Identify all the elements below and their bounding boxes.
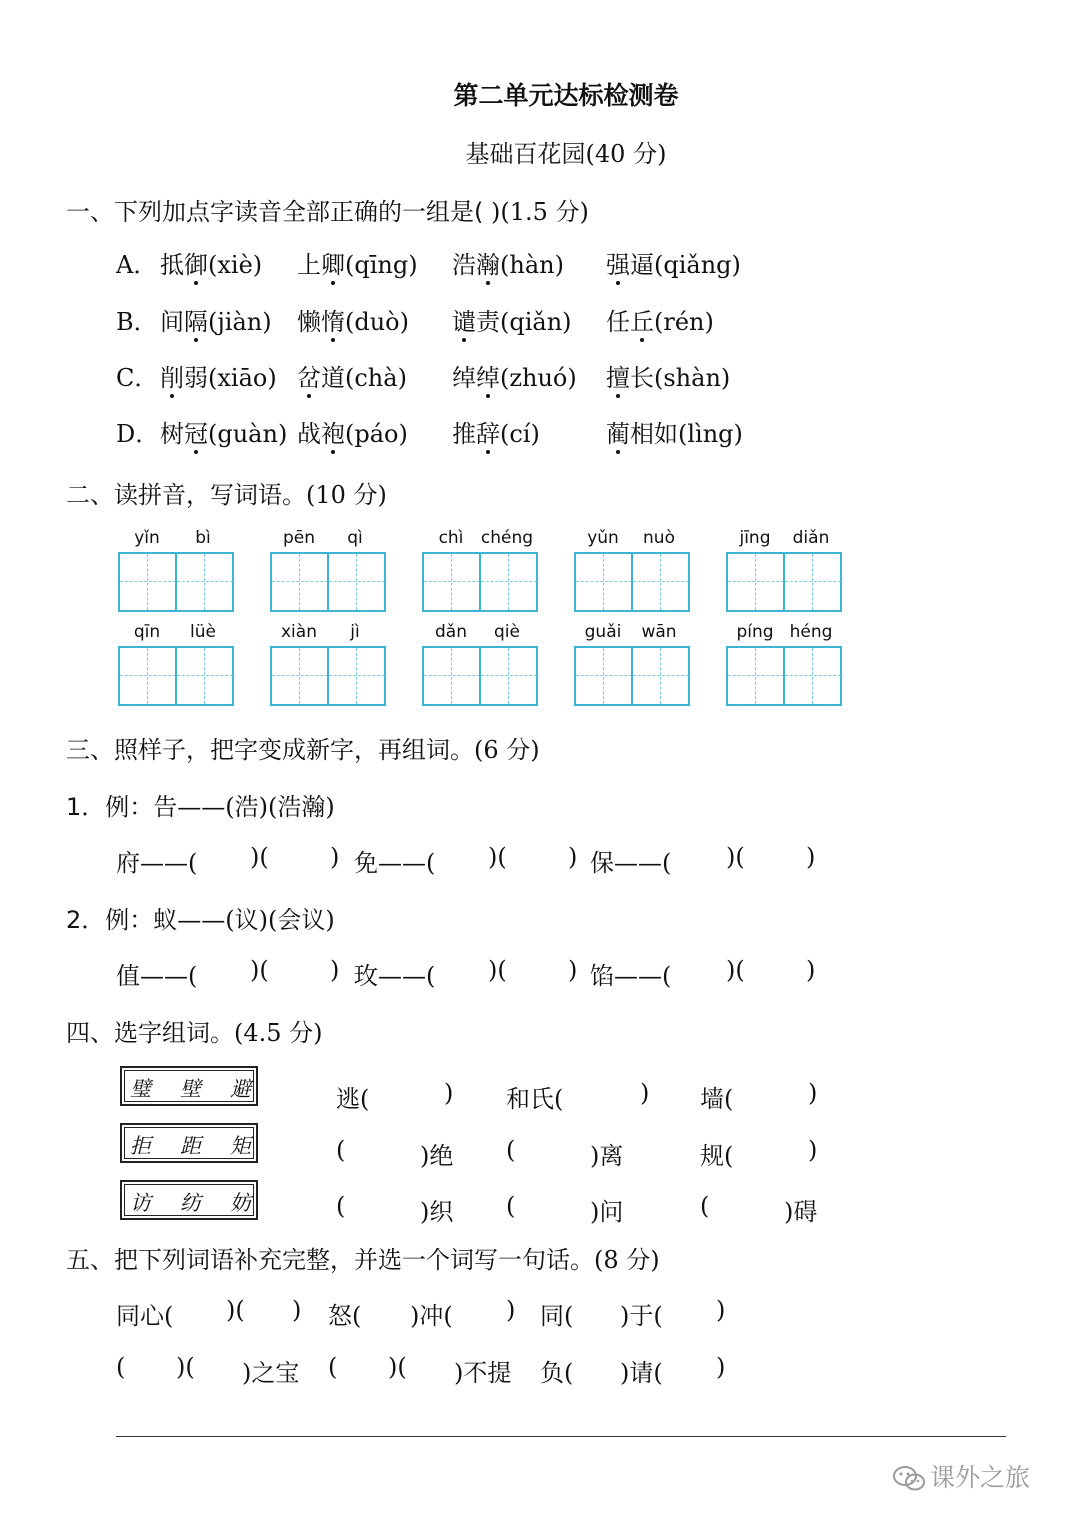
word-rest: 相如(lìng) <box>630 420 743 448</box>
question-text: 下列加点字读音全部正确的一组是( <box>114 198 484 226</box>
option-word <box>160 302 272 337</box>
fill-segment: ) <box>330 956 340 984</box>
grid-cell[interactable] <box>120 554 175 610</box>
word-prefix: 间 <box>160 308 184 336</box>
writing-grid[interactable] <box>270 552 386 612</box>
dotted-character: 冠 <box>184 414 208 449</box>
fill-segment: ( <box>506 1192 516 1220</box>
dotted-character: 瀚 <box>476 245 500 280</box>
writing-grid[interactable] <box>118 646 234 706</box>
dotted-character: 惰 <box>321 302 345 337</box>
word-rest: 长(shàn) <box>630 364 731 392</box>
example-label: 2．例： <box>66 906 154 934</box>
question-text: 照样子，把字变成新字，再组词。 <box>114 736 474 764</box>
fill-segment: ) <box>716 1296 726 1324</box>
grid-cell[interactable] <box>272 648 327 704</box>
word-rest: (hàn) <box>500 251 564 279</box>
option-word <box>606 302 714 337</box>
question-2-heading <box>66 475 387 510</box>
option-word <box>606 358 730 393</box>
dotted-character: 岔 <box>297 358 321 393</box>
fill-segment: )织 <box>420 1198 454 1226</box>
option-word <box>606 414 743 449</box>
fill-segment: ) <box>716 1353 726 1381</box>
grid-cell[interactable] <box>175 554 232 610</box>
fill-segment: )请( <box>620 1359 663 1387</box>
pinyin-syllable: jì <box>350 622 360 642</box>
box-character: 拒 <box>130 1134 151 1158</box>
pinyin-syllable: jīng <box>739 528 771 548</box>
pinyin-syllable: bì <box>195 528 211 548</box>
fill-segment: )( <box>226 1296 245 1324</box>
box-character: 避 <box>230 1077 251 1101</box>
pinyin-syllable: pēn <box>282 528 316 548</box>
box-character: 壁 <box>180 1077 201 1101</box>
question-number: 四、 <box>66 1019 114 1047</box>
grid-cell[interactable] <box>120 648 175 704</box>
word-prefix: 懒 <box>297 308 321 336</box>
dotted-character: 御 <box>184 245 208 280</box>
question-4-heading <box>66 1013 323 1048</box>
dotted-character: 袍 <box>321 414 345 449</box>
option-word <box>452 358 577 393</box>
pinyin-syllable: xiàn <box>281 622 317 642</box>
word-prefix: 树 <box>160 420 184 448</box>
grid-cell[interactable] <box>327 554 384 610</box>
fill-segment: ( <box>336 1136 346 1164</box>
watermark-text: 课外之旅 <box>930 1463 1031 1492</box>
word-rest: (jiàn) <box>208 308 272 336</box>
fill-segment: )( <box>726 843 745 871</box>
fill-segment: 同( <box>540 1302 574 1330</box>
pinyin-syllable: yǐn <box>134 528 160 548</box>
word-rest: 逼(qiǎng) <box>630 251 741 279</box>
word-rest: (páo) <box>345 420 408 448</box>
question-number: 一、 <box>66 198 114 226</box>
character-box <box>120 1123 258 1163</box>
writing-grid[interactable] <box>270 646 386 706</box>
word-rest: (cí) <box>500 420 540 448</box>
section-subtitle: 基础百花园(40 分) <box>465 140 667 168</box>
fill-segment: ) <box>444 1079 454 1107</box>
word-prefix: 绰 <box>452 364 476 392</box>
dotted-character: 蔺 <box>606 414 630 449</box>
fill-segment: 逃( <box>336 1085 370 1113</box>
option-word <box>297 414 408 449</box>
fill-segment: ) <box>568 843 578 871</box>
dotted-character: 强 <box>606 245 630 280</box>
pinyin-syllable: qīn <box>133 622 161 642</box>
grid-cell[interactable] <box>783 648 840 704</box>
fill-segment: ) <box>806 956 816 984</box>
wechat-icon <box>892 1465 926 1493</box>
box-character: 距 <box>180 1134 201 1158</box>
grid-cell[interactable] <box>479 554 536 610</box>
option-label: B． <box>116 308 158 336</box>
fill-segment: )绝 <box>420 1142 454 1170</box>
fill-segment: ) <box>292 1296 302 1324</box>
pinyin-syllable: dǎn <box>435 622 467 642</box>
word-rest: (guàn) <box>208 420 288 448</box>
option-word <box>606 245 741 280</box>
box-character: 璧 <box>130 1077 151 1101</box>
fill-segment: )离 <box>590 1142 624 1170</box>
pinyin-syllable: yǔn <box>587 528 619 548</box>
example-label: 1．例： <box>66 793 154 821</box>
example-text: 告——(浩)(浩瀚) <box>153 793 335 821</box>
option-label: A． <box>116 251 158 279</box>
option-label: C． <box>116 364 159 392</box>
fill-segment: )( <box>250 956 269 984</box>
writing-grid[interactable] <box>726 646 842 706</box>
dotted-character: 谴 <box>452 302 476 337</box>
option-word <box>452 245 564 280</box>
grid-cell[interactable] <box>631 554 688 610</box>
bottom-divider <box>116 1436 1006 1437</box>
word-rest: (zhuó) <box>500 364 577 392</box>
word-rest: 弱(xiāo) <box>184 364 277 392</box>
fill-segment: 和氏( <box>506 1085 564 1113</box>
option-word <box>297 358 407 393</box>
question-score: (6 分) <box>474 736 540 764</box>
word-rest: (xiè) <box>208 251 263 279</box>
fill-segment: ) <box>640 1079 650 1107</box>
character-box <box>120 1180 258 1220</box>
answer-paren: )(1.5 分) <box>483 198 589 226</box>
grid-cell[interactable] <box>631 648 688 704</box>
pinyin-syllable: chéng <box>480 528 534 548</box>
character-box <box>120 1066 258 1106</box>
fill-segment: )不提 <box>454 1359 512 1387</box>
word-rest: 道(chà) <box>321 364 407 392</box>
word-prefix: 推 <box>452 420 476 448</box>
option-word <box>160 245 262 280</box>
fill-segment: ) <box>506 1296 516 1324</box>
dotted-character: 擅 <box>606 358 630 393</box>
word-rest: (duò) <box>345 308 409 336</box>
fill-segment: ( <box>700 1192 710 1220</box>
grid-cell[interactable] <box>783 554 840 610</box>
fill-segment: 免——( <box>354 849 436 877</box>
grid-cell[interactable] <box>272 554 327 610</box>
box-character: 纺 <box>180 1191 201 1215</box>
box-character: 妨 <box>230 1191 251 1215</box>
option-word <box>297 302 409 337</box>
fill-segment: 规( <box>700 1142 734 1170</box>
grid-cell[interactable] <box>175 648 232 704</box>
fill-segment: 玫——( <box>354 962 436 990</box>
page-title: 第二单元达标检测卷 <box>453 81 679 110</box>
question-number: 二、 <box>66 481 114 509</box>
fill-segment: )( <box>488 843 507 871</box>
example-1 <box>66 787 335 822</box>
fill-segment: )冲( <box>410 1302 453 1330</box>
pinyin-syllable: qì <box>347 528 363 548</box>
option-word <box>452 302 572 337</box>
question-3-heading <box>66 730 540 765</box>
fill-segment: 墙( <box>700 1085 734 1113</box>
grid-cell[interactable] <box>424 648 479 704</box>
fill-segment: )( <box>488 956 507 984</box>
option-word <box>160 358 277 393</box>
fill-segment: ( <box>336 1192 346 1220</box>
fill-segment: 保——( <box>590 849 672 877</box>
fill-segment: )( <box>726 956 745 984</box>
writing-grid[interactable] <box>726 552 842 612</box>
fill-segment: 同心( <box>116 1302 174 1330</box>
grid-cell[interactable] <box>327 648 384 704</box>
word-rest: (qīng) <box>345 251 418 279</box>
pinyin-syllable: héng <box>789 622 833 642</box>
dotted-character: 削 <box>160 358 184 393</box>
question-text: 读拼音，写词语。 <box>114 481 306 509</box>
grid-cell[interactable] <box>576 554 631 610</box>
fill-segment: ) <box>808 1079 818 1107</box>
word-prefix: 上 <box>297 251 321 279</box>
fill-segment: )( <box>250 843 269 871</box>
option-label: D． <box>116 420 160 448</box>
fill-segment: ) <box>806 843 816 871</box>
fill-segment: ) <box>330 843 340 871</box>
pinyin-syllable: diǎn <box>792 528 830 548</box>
pinyin-syllable: guǎi <box>584 622 622 642</box>
dotted-character: 隔 <box>184 302 208 337</box>
fill-segment: )( <box>176 1353 195 1381</box>
word-prefix: 任 <box>606 308 630 336</box>
question-text: 把下列词语补充完整，并选一个词写一句话。 <box>114 1246 594 1274</box>
box-character: 访 <box>130 1191 151 1215</box>
question-score: (10 分) <box>306 481 387 509</box>
writing-grid[interactable] <box>422 552 538 612</box>
fill-segment: )问 <box>590 1198 624 1226</box>
option-word <box>297 245 418 280</box>
pinyin-syllable: wān <box>641 622 677 642</box>
word-rest: (rén) <box>654 308 714 336</box>
grid-cell[interactable] <box>576 648 631 704</box>
question-1-heading <box>66 192 589 227</box>
question-number: 五、 <box>66 1246 114 1274</box>
question-score: (4.5 分) <box>234 1019 323 1047</box>
word-prefix: 抵 <box>160 251 184 279</box>
pinyin-syllable: qiè <box>494 622 520 642</box>
option-word <box>452 414 540 449</box>
example-text: 蚁——(议)(会议) <box>153 906 335 934</box>
question-text: 选字组词。 <box>114 1019 234 1047</box>
fill-segment: 府——( <box>116 849 198 877</box>
writing-grid[interactable] <box>574 646 690 706</box>
writing-grid[interactable] <box>574 552 690 612</box>
dotted-character: 绰 <box>476 358 500 393</box>
grid-cell[interactable] <box>728 554 783 610</box>
pinyin-syllable: nuò <box>643 528 675 548</box>
question-5-heading <box>66 1240 660 1275</box>
watermark <box>892 1458 1030 1494</box>
fill-segment: )碍 <box>784 1198 818 1226</box>
writing-grid[interactable] <box>118 552 234 612</box>
dotted-character: 丘 <box>630 302 654 337</box>
dotted-character: 卿 <box>321 245 345 280</box>
fill-segment: ( <box>506 1136 516 1164</box>
grid-cell[interactable] <box>424 554 479 610</box>
fill-segment: 值——( <box>116 962 198 990</box>
word-rest: 责(qiǎn) <box>476 308 572 336</box>
question-number: 三、 <box>66 736 114 764</box>
fill-segment: ( <box>116 1353 126 1381</box>
fill-segment: 怒( <box>328 1302 362 1330</box>
dotted-character: 辞 <box>476 414 500 449</box>
option-word <box>160 414 287 449</box>
fill-segment: )( <box>388 1353 407 1381</box>
fill-segment: ( <box>328 1353 338 1381</box>
question-score: (8 分) <box>594 1246 660 1274</box>
word-prefix: 战 <box>297 420 321 448</box>
example-2 <box>66 900 335 935</box>
fill-segment: ) <box>568 956 578 984</box>
writing-grid[interactable] <box>422 646 538 706</box>
fill-segment: 负( <box>540 1359 574 1387</box>
word-prefix: 浩 <box>452 251 476 279</box>
pinyin-syllable: chì <box>438 528 464 548</box>
pinyin-syllable: lüè <box>190 622 216 642</box>
fill-segment: )于( <box>620 1302 663 1330</box>
grid-cell[interactable] <box>728 648 783 704</box>
fill-segment: )之宝 <box>242 1359 300 1387</box>
fill-segment: 馅——( <box>590 962 672 990</box>
pinyin-syllable: píng <box>736 622 774 642</box>
fill-segment: ) <box>808 1136 818 1164</box>
box-character: 矩 <box>230 1134 251 1158</box>
grid-cell[interactable] <box>479 648 536 704</box>
